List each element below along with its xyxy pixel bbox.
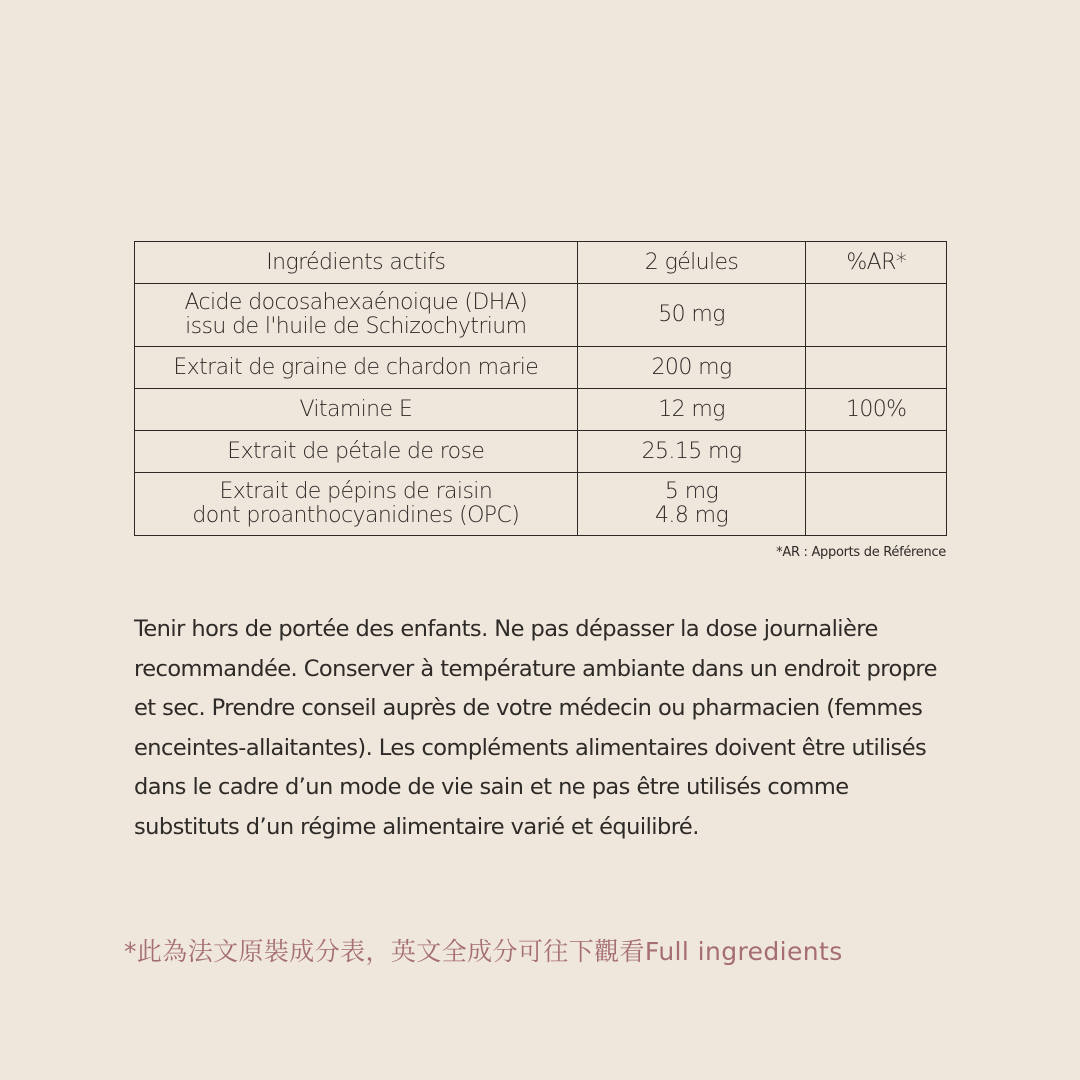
ingredient-cell [135,347,578,389]
ingredients-table [134,241,947,536]
dose-cell [577,431,806,473]
table-row [135,473,947,536]
ingredient-line: Extrait de pétale de rose [227,438,485,464]
ingredient-cell [135,431,578,473]
ingredient-line: dont proanthocyanidines (OPC) [192,503,520,528]
ingredient-line: Extrait de graine de chardon marie [173,354,539,380]
dose-line: 12 mg [658,396,725,422]
table-row [135,284,947,347]
ar-cell: 100% [806,389,947,431]
table-row [135,347,947,389]
ingredient-cell [135,284,578,347]
ingredient-line: issu de l'huile de Schizochytrium [185,314,527,339]
header-ar: %AR* [806,242,947,284]
ar-cell [806,473,947,536]
ingredient-cell [135,389,578,431]
header-ingredient: Ingrédients actifs [135,242,578,284]
dose-cell [577,347,806,389]
dose-line: 50 mg [658,302,725,327]
dose-line: 25.15 mg [641,438,742,464]
chinese-note: *此為法文原裝成分表，英文全成分可往下觀看Full ingredients [124,937,843,966]
dose-cell [577,284,806,347]
ar-cell [806,284,947,347]
ingredient-line: Vitamine E [299,396,413,422]
ingredient-line: Acide docosahexaénoique (DHA) [184,290,528,315]
dose-cell [577,473,806,536]
dose-line: 5 mg [664,479,719,504]
ar-footnote: *AR : Apports de Référence [776,545,946,560]
table-row [135,389,947,431]
ingredient-line: Extrait de pépins de raisin [219,479,493,504]
dose-cell [577,389,806,431]
ingredient-cell [135,473,578,536]
table-row [135,431,947,473]
dose-line: 4.8 mg [655,503,729,528]
dose-line: 200 mg [651,354,732,380]
ar-cell [806,347,947,389]
ar-cell [806,431,947,473]
header-dose: 2 gélules [577,242,806,284]
table-header-row [135,242,947,284]
warning-paragraph: Tenir hors de portée des enfants. Ne pas dépasser la dose journalière recommandée. Conserver à température ambiante dans un endroit propre et sec. Prendre conseil auprès de votre médecin ou pharmacien (femmes enceintes-allaitantes). Les compléments alimentaires doivent être utilisés dans le cadre d’un mode de vie sain et ne pas être utilisés comme substituts d’un régime alimentaire varié et équilibré. [134,616,937,840]
